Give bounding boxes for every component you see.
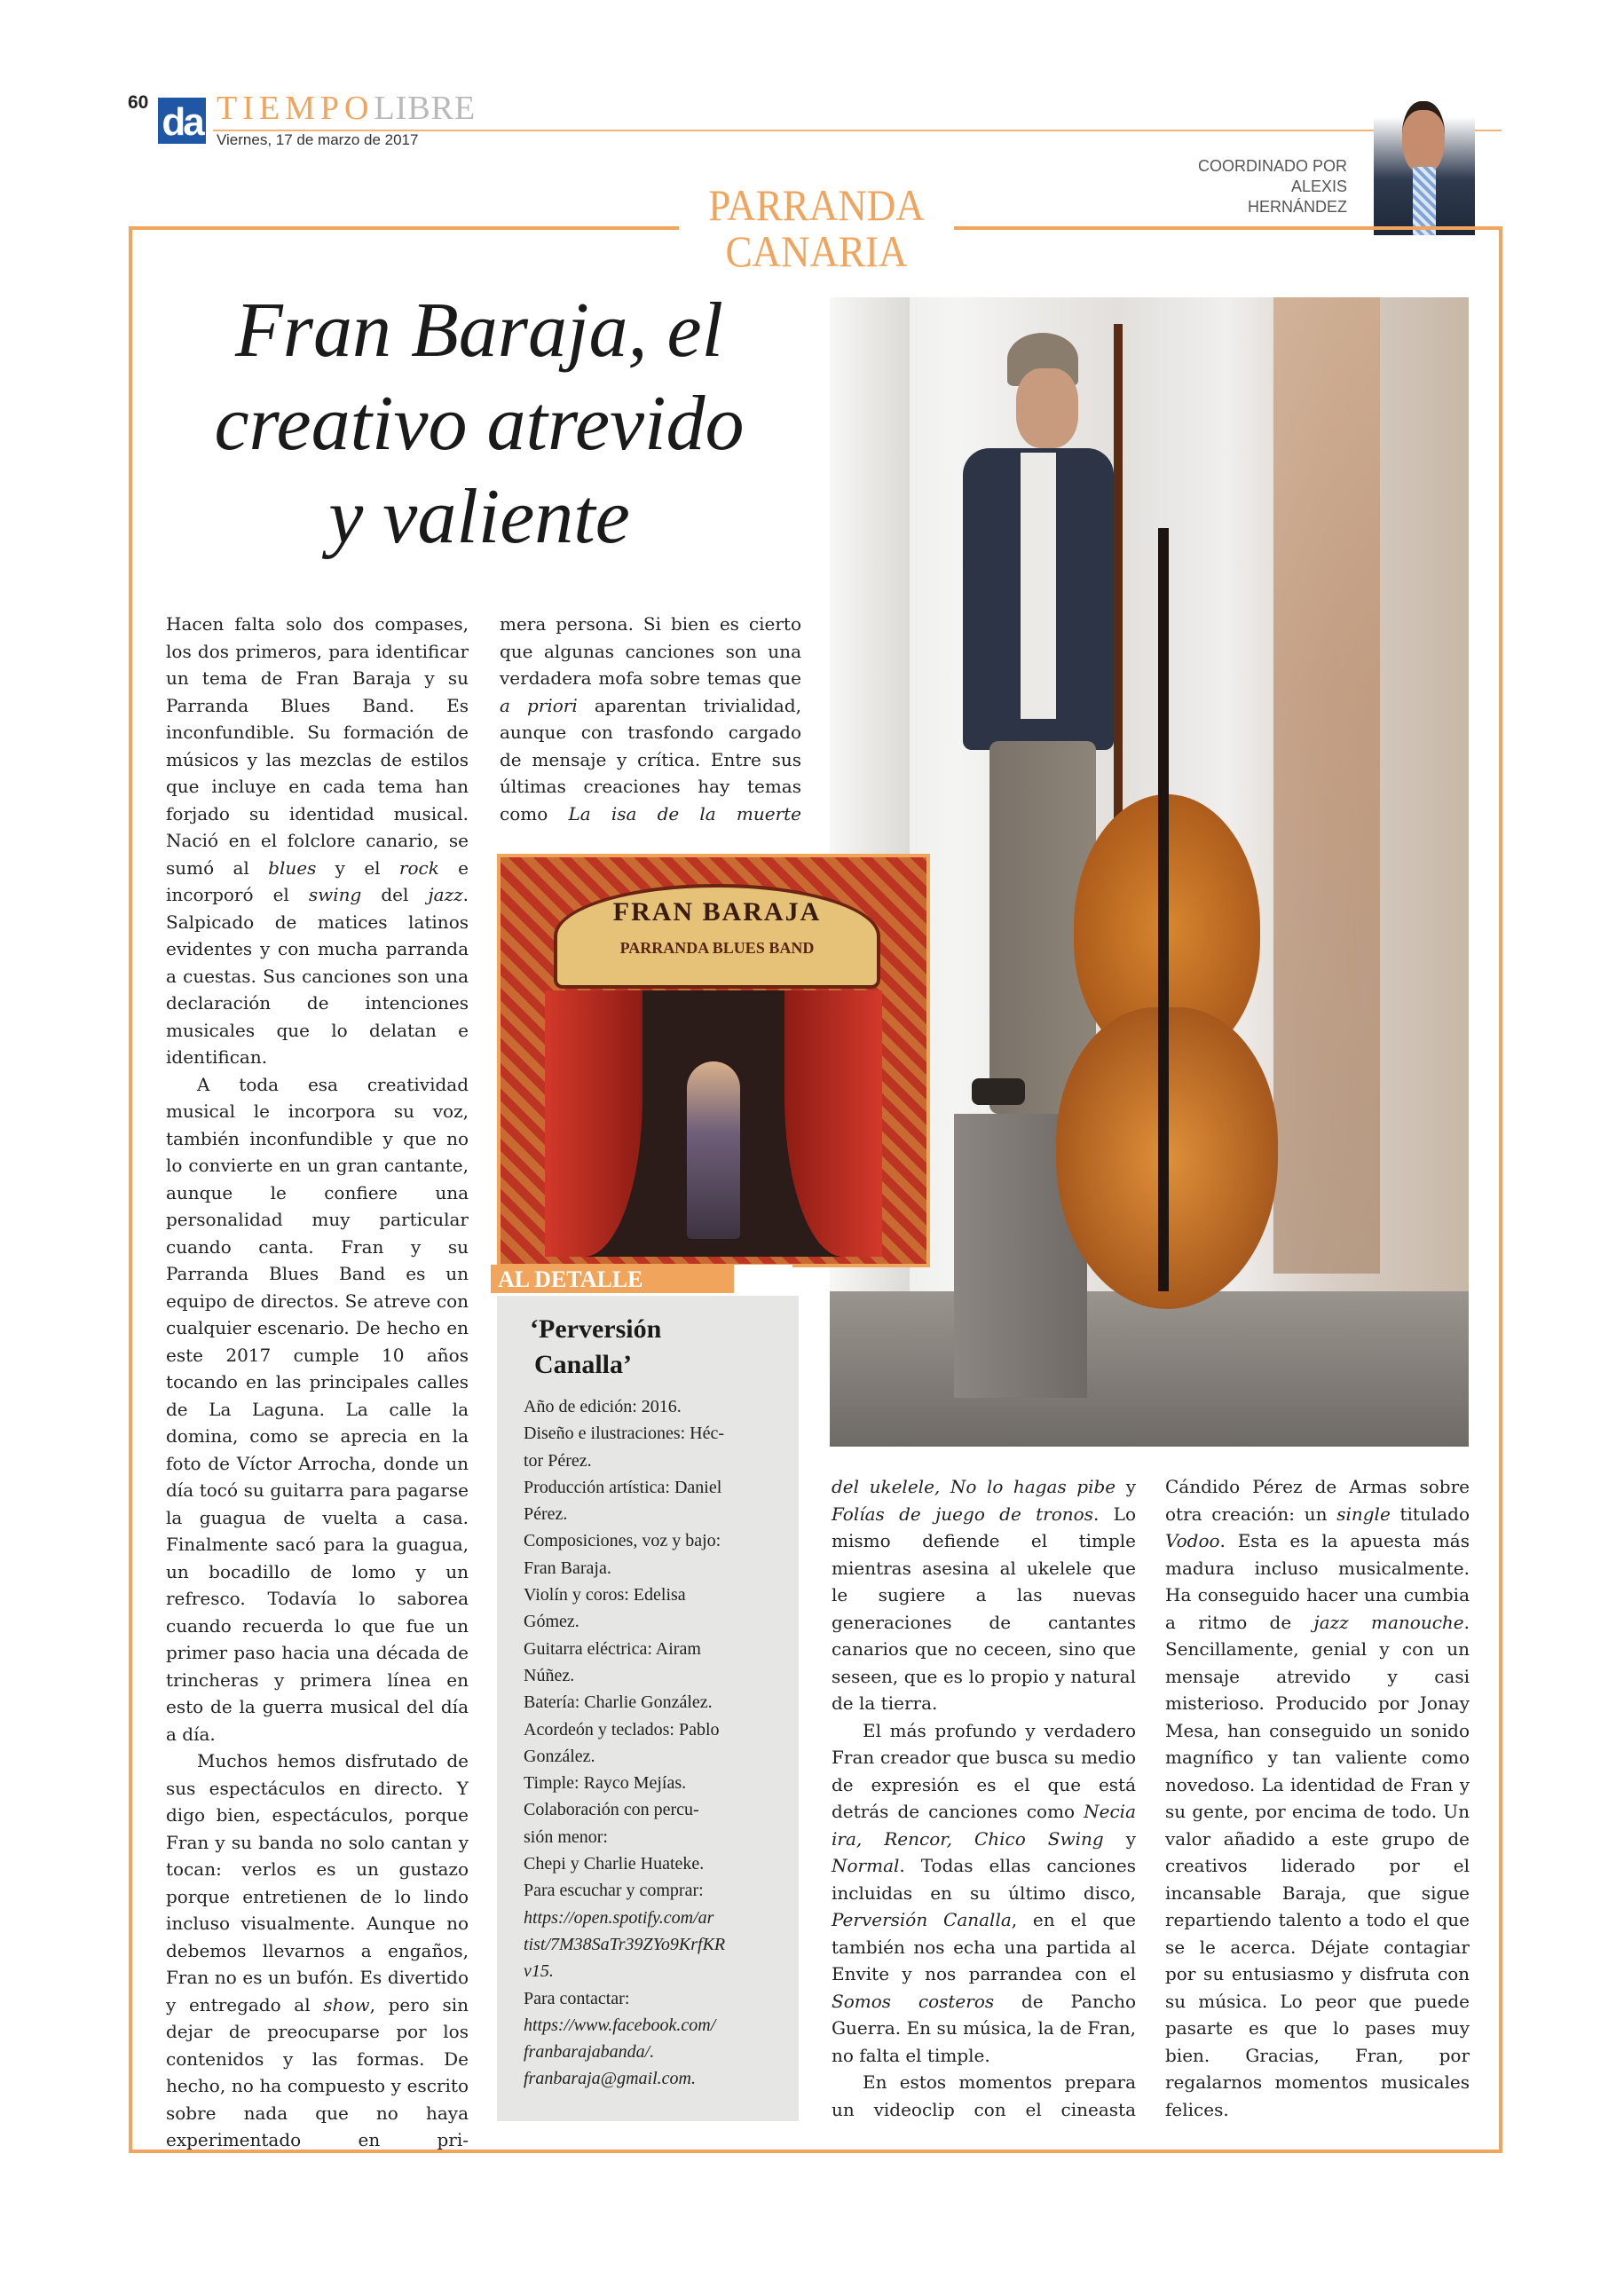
coordinator-line: ALEXIS xyxy=(1290,178,1347,195)
issue-date: Viernes, 17 de marzo de 2017 xyxy=(217,131,419,148)
credit-line: sión menor: xyxy=(524,1826,608,1847)
text: . Esta es la apuesta más madura incluso musicalmente. Ha conseguido hacer una cumbia a ritmo de xyxy=(1165,1530,1470,1633)
credit-line[interactable]: v15. xyxy=(524,1961,554,1982)
album-credits xyxy=(524,1393,794,2093)
credit-line: Producción artística: Daniel xyxy=(524,1477,722,1497)
text: . Lo mismo defiende el timple mientras asesina al ukelele que le sugiere a las nuevas generaciones de cantantes canarios que no ceceen, sino que seseen, que es lo propio y natural de la tierra. xyxy=(832,1503,1136,1714)
credit-line[interactable]: https://open.spotify.com/ar xyxy=(524,1907,714,1928)
text: , en el que también nos echa una partida al Envite y nos parrandea con el xyxy=(832,1909,1136,1984)
album-band-name: FRAN BARAJA xyxy=(612,897,822,927)
album-details-sidebar xyxy=(497,1296,799,2121)
article-paragraph xyxy=(166,611,469,1071)
text: del xyxy=(361,884,429,905)
italic-text: show xyxy=(323,1993,370,2016)
article-paragraph xyxy=(832,2069,1136,2123)
credit-line: tor Pérez. xyxy=(524,1450,592,1471)
coordinator-line: HERNÁNDEZ xyxy=(1247,198,1347,216)
text: , pero sin dejar de preocuparse por los contenidos y las formas. De hecho, no ha compuesto y escrito sobre nada que no haya experimentado en pri- xyxy=(166,1993,469,2150)
headline-line: creativo atrevido xyxy=(214,381,745,467)
text: A toda esa creatividad musical le incorpora su voz, también inconfundible y que no lo convierte en un gran cantante, aunque le confiere una personalidad muy particular cuando canta. Fran y su Parranda Blues Band es un equipo de directos. Se atreve con cualquier escenario. De hecho en este 2017 cumple 10 años tocando en las principales calles de La Laguna. La calle la domina, como se aprecia en la foto de Víctor Arrocha, donde un día tocó su guitarra para pagarse la guagua de vuelta a casa. Finalmente sacó para la guagua, un bocadillo de lomo y un refresco. Todavía lo saborea cuando recuerda lo que fue un primer paso hacia una década de trincheras y primera línea en esto de la guerra musical del día a día. xyxy=(166,1073,469,1745)
credit-line: Colaboración con percu- xyxy=(524,1800,699,1820)
text: mera persona. Si bien es cierto que algunas canciones son una verdadera mofa sobre temas que xyxy=(500,613,801,689)
credit-line: Núñez. xyxy=(524,1665,575,1685)
coordinator-credit xyxy=(1154,156,1347,217)
coordinator-line: COORDINADO POR xyxy=(1197,157,1347,175)
text: e incorporó el xyxy=(166,856,469,905)
article-column-1 xyxy=(166,611,469,2154)
credit-line: Año de edición: 2016. xyxy=(524,1397,682,1416)
italic-text: jazz manouche xyxy=(1313,1611,1464,1633)
album-subtitle: PARRANDA BLUES BAND xyxy=(619,939,815,957)
article-paragraph xyxy=(1165,1473,1470,2123)
italic-text: a priori xyxy=(500,694,578,716)
credit-line: Pérez. xyxy=(524,1504,568,1525)
text: En estos momentos prepara un videoclip con el cineasta xyxy=(832,2071,1136,2120)
italic-text: Normal xyxy=(832,1855,900,1876)
coordinator-photo xyxy=(1374,96,1475,235)
kicker-line: CANARIA xyxy=(725,226,908,276)
headline xyxy=(133,284,825,564)
credit-line[interactable]: franbaraja@gmail.com. xyxy=(524,2069,696,2089)
album-title xyxy=(530,1312,661,1383)
credit-line: González. xyxy=(524,1746,595,1766)
credit-line: Diseño e ilustraciones: Héc- xyxy=(524,1424,725,1444)
text: Hacen falta solo dos compases, los dos primeros, para identificar un tema de Fran Baraja y su Parranda Blues Band. Es inconfundible. Su formación de músicos y las mezclas de estilos que incluye en cada tema han forjado su identidad musical. Nació en el folclore canario, se sumó al xyxy=(166,613,469,879)
text: El más profundo y verdadero Fran creador que busca su medio de expresión es el que está detrás de canciones como xyxy=(832,1719,1136,1822)
italic-text: Vodoo xyxy=(1165,1530,1220,1551)
album-title-line: Canalla’ xyxy=(534,1350,633,1379)
section-title-a: TIEMPO xyxy=(217,90,374,127)
credit-line: Guitarra eléctrica: Airam xyxy=(524,1638,701,1659)
text: Muchos hemos disfrutado de sus espectáculos en directo. Y digo bien, espectáculos, porque Fran y su banda no solo cantan y tocan: verlos es un gustazo porque entretienen de lo lindo incluso visualmente. Aunque no debemos llevarnos a engaños, Fran no es un bufón. Es divertido y entregado al xyxy=(166,1750,469,2016)
text: y xyxy=(1116,1476,1137,1497)
text: y xyxy=(1103,1827,1136,1850)
article-paragraph xyxy=(832,1717,1136,2070)
article-column-4 xyxy=(1165,1473,1470,2123)
album-title-line: ‘Perversión xyxy=(530,1314,662,1344)
credit-line: Para contactar: xyxy=(524,1988,630,2008)
headline-line: y valiente xyxy=(328,474,630,560)
article-paragraph xyxy=(500,611,801,827)
text: titulado xyxy=(1390,1503,1470,1525)
section-title xyxy=(217,89,476,128)
credit-line: Fran Baraja. xyxy=(524,1558,611,1578)
italic-text: del ukelele, No lo hagas pibe xyxy=(832,1476,1116,1497)
text: Cándido Pérez de Armas sobre otra creación: un xyxy=(1165,1476,1470,1525)
credit-line[interactable]: tist/7M38SaTr39ZYo9KrfKR xyxy=(524,1934,726,1954)
italic-text: swing xyxy=(308,884,362,905)
italic-text: Folías de juego de tronos xyxy=(832,1503,1093,1525)
credit-line: Batería: Charlie González. xyxy=(524,1692,713,1713)
text: aparentan trivialidad, aunque con trasfondo cargado de mensaje y crítica. Entre sus últimas creaciones hay temas como xyxy=(500,694,801,824)
page-number: 60 xyxy=(128,92,149,113)
credit-line: Violín y coros: Edelisa xyxy=(524,1585,686,1605)
credit-line: Acordeón y teclados: Pablo xyxy=(524,1719,720,1740)
credit-line: Para escuchar y comprar: xyxy=(524,1881,704,1901)
article-paragraph xyxy=(166,1747,469,2154)
article-column-3 xyxy=(832,1473,1136,2123)
italic-text: blues xyxy=(268,856,317,879)
album-cover xyxy=(497,854,930,1267)
text: . Sencillamente, genial y con un mensaje atrevido y casi misterioso. Producido por Jonay Mesa, han conseguido un sonido magnífico y tan valiente como novedoso. La identidad de Fran y su gente, por encima de todo. Un valor añadido a este grupo de creativos liderado por el incansable Baraja, que sigue repartiendo talento a todo el que se le acerca. Déjate contagiar por su entusiasmo y disfruta con su música. Lo peor que puede pasarte es que lo pases muy bien. Gracias, Fran, por regalarnos momentos musicales felices. xyxy=(1165,1611,1470,2120)
section-title-b: LIBRE xyxy=(374,90,477,127)
credit-line[interactable]: franbarajabanda/. xyxy=(524,2042,655,2063)
credit-line[interactable]: https://www.facebook.com/ xyxy=(524,2015,716,2035)
italic-text: rock xyxy=(398,856,439,879)
text: . Salpicado de matices latinos evidentes y con mucha parranda a cuestas. Sus canciones son una declaración de intenciones musicales que lo delatan e identifican. xyxy=(166,884,469,1068)
sidebar-label xyxy=(491,1265,792,1295)
text: de Pancho Guerra. En su música, la de Fran, no falta el timple. xyxy=(832,1990,1136,2066)
credit-line: Timple: Rayco Mejías. xyxy=(524,1773,687,1794)
article-column-2 xyxy=(500,611,801,827)
italic-text: Somos costeros xyxy=(832,1990,995,2012)
credit-line: Chepi y Charlie Huateke. xyxy=(524,1854,705,1874)
credit-line: Gómez. xyxy=(524,1612,579,1632)
section-kicker xyxy=(693,182,941,274)
text: y el xyxy=(316,856,399,879)
italic-text: Perversión Canalla xyxy=(832,1909,1012,1930)
text: . Todas ellas canciones incluidas en su último disco, xyxy=(832,1855,1136,1904)
article-paragraph xyxy=(166,1071,469,1748)
kicker-line: PARRANDA xyxy=(708,180,925,230)
headline-line: Fran Baraja, el xyxy=(235,288,723,374)
italic-text: La isa de la muerte xyxy=(568,802,802,824)
newspaper-logo: da xyxy=(158,98,206,144)
credit-line: Composiciones, voz y bajo: xyxy=(524,1531,721,1551)
italic-text: single xyxy=(1336,1503,1391,1525)
italic-text: Necia ira, Rencor, Chico Swing xyxy=(832,1801,1136,1850)
italic-text: jazz xyxy=(428,884,463,905)
article-paragraph xyxy=(832,1473,1136,1717)
sidebar-label-text: AL DETALLE xyxy=(491,1265,734,1293)
